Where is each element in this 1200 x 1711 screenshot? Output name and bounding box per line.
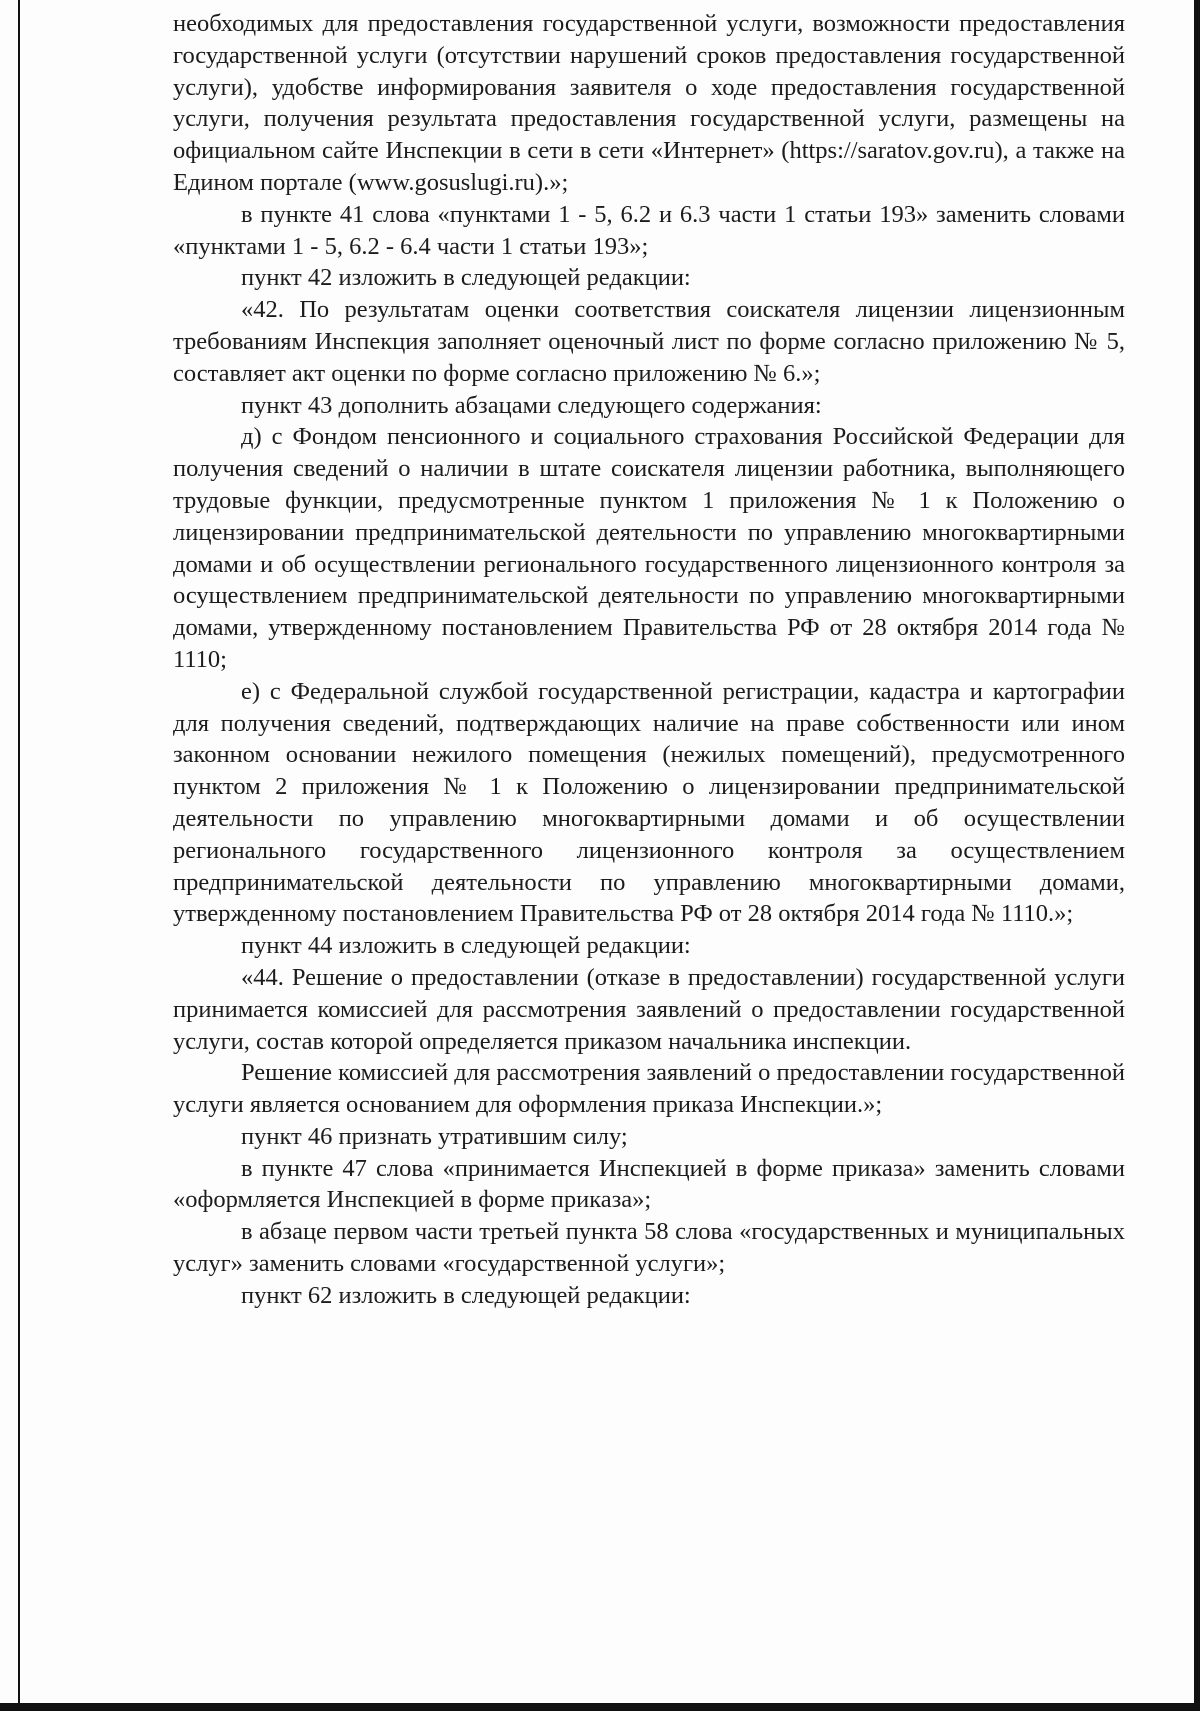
paragraph-item-42-intro: пункт 42 изложить в следующей редакции: (241, 264, 691, 292)
paragraph-item-43-e: е) с Федеральной службой государственной регистрации, кадастра и картографии для получения сведений, подтверждающих наличие на праве собственности или ином законном основании нежилого помещения (нежилых помещений), предусмотренного пунктом 2 приложения № 1 к Положению о лицензировании предпринимательской деятельности по управлению многоквартирными домами и об осуществлении регионального государственного лицензионного контроля за осуществлением предпринимательской деятельности по управлению многоквартирными домами, утвержденному постановлением Правительства РФ от 28 октября 2014 года № 1110.»; (173, 677, 1125, 928)
paragraph-item-62-intro: пункт 62 изложить в следующей редакции: (241, 1281, 691, 1309)
scan-bottom-edge (0, 1703, 1200, 1711)
paragraph-item-47: в пункте 47 слова «принимается Инспекцией в форме приказа» заменить словами «оформляется Инспекцией в форме приказа»; (173, 1154, 1125, 1214)
scan-left-edge (18, 0, 20, 1711)
scan-right-edge (1194, 0, 1200, 1711)
document-body (173, 8, 1125, 1312)
paragraph-item-41: в пункте 41 слова «пунктами 1 - 5, 6.2 и 6.3 части 1 статьи 193» заменить словами «пунктами 1 - 5, 6.2 - 6.4 части 1 статьи 193»; (173, 200, 1125, 260)
paragraph-item-44-intro: пункт 44 изложить в следующей редакции: (241, 932, 691, 960)
paragraph-item-44-text: «44. Решение о предоставлении (отказе в предоставлении) государственной услуги принимается комиссией для рассмотрения заявлений о предоставлении государственной услуги, состав которой определяется приказом начальника инспекции. (173, 963, 1125, 1055)
paragraph-item-58: в абзаце первом части третьей пункта 58 слова «государственных и муниципальных услуг» заменить словами «государственной услуги»; (173, 1218, 1125, 1278)
paragraph-item-43-d: д) с Фондом пенсионного и социального страхования Российской Федерации для получения сведений о наличии в штате соискателя лицензии работника, выполняющего трудовые функции, предусмотренные пунктом 1 приложения № 1 к Положению о лицензировании предпринимательской деятельности по управлению многоквартирными домами и об осуществлении регионального государственного лицензионного контроля за осуществлением предпринимательской деятельности по управлению многоквартирными домами, утвержденному постановлением Правительства РФ от 28 октября 2014 года № 1110; (173, 423, 1125, 673)
paragraph-item-46: пункт 46 признать утратившим силу; (241, 1122, 628, 1150)
paragraph-item-43-intro: пункт 43 дополнить абзацами следующего содержания: (241, 391, 822, 419)
paragraph-item-44-decision: Решение комиссией для рассмотрения заявлений о предоставлении государственной услуги является основанием для оформления приказа Инспекции.»; (173, 1059, 1125, 1119)
paragraph-item-42-text: «42. По результатам оценки соответствия соискателя лицензии лицензионным требованиям Инспекция заполняет оценочный лист по форме согласно приложению № 5, составляет акт оценки по форме согласно приложению № 6.»; (173, 296, 1125, 387)
paragraph-continuation: необходимых для предоставления государственной услуги, возможности предоставления государственной услуги (отсутствии нарушений сроков предоставления государственной услуги), удобстве информирования заявителя о ходе предоставления государственной услуги, получения результата предоставления государственной услуги, размещены на официальном сайте Инспекции в сети в сети «Интернет» (https://saratov.gov.ru), а также на Едином портале (www.gosuslugi.ru).»; (173, 10, 1125, 196)
